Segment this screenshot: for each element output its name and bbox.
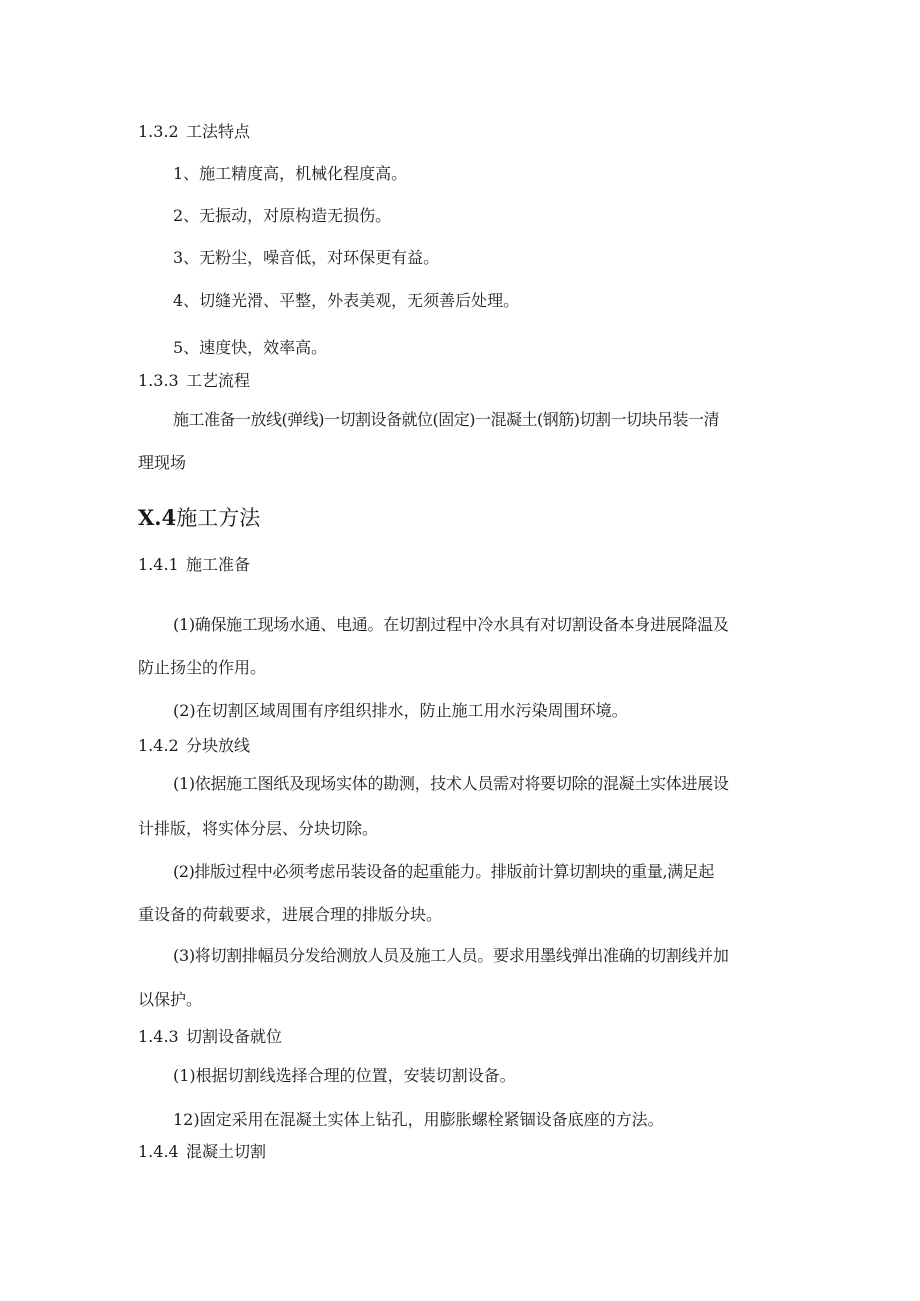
- heading-title: 施工准备: [186, 555, 251, 574]
- prep-paragraph-2: (2)在切割区域周围有序组织排水，防止施工用水污染周围环境。: [173, 701, 628, 720]
- process-flow-line-2: 理现场: [138, 453, 187, 472]
- feature-item-3: 3、无粉尘，噪音低，对环保更有益。: [173, 248, 440, 267]
- process-flow-line-1: 施工准备一放线(弹线)一切割设备就位(固定)一混凝土(钢筋)切割一切块吊装一清: [173, 410, 719, 429]
- feature-item-2: 2、无振动，对原构造无损伤。: [173, 206, 392, 225]
- feature-item-4: 4、切缝光滑、平整，外表美观，无须善后处理。: [173, 291, 520, 310]
- layout-paragraph-1-line-2: 计排版，将实体分层、分块切除。: [138, 819, 379, 838]
- feature-item-1: 1、施工精度高，机械化程度高。: [173, 164, 408, 183]
- heading-1-4-2: [138, 738, 250, 754]
- equipment-paragraph-2: 12)固定采用在混凝土实体上钻孔，用膨胀螺栓紧锢设备底座的方法。: [173, 1110, 664, 1129]
- heading-x-4: [138, 507, 260, 529]
- heading-title: 混凝土切割: [186, 1142, 267, 1161]
- prep-paragraph-1-line-1: (1)确保施工现场水通、电通。在切割过程中冷水具有对切割设备本身进展降温及: [173, 615, 729, 634]
- heading-number: 1.4.2: [138, 736, 179, 755]
- layout-paragraph-3-line-2: 以保护。: [138, 990, 203, 1009]
- heading-1-4-3: [138, 1029, 282, 1045]
- equipment-paragraph-1: (1)根据切割线选择合理的位置，安装切割设备。: [173, 1066, 516, 1085]
- layout-paragraph-1-line-1: (1)依据施工图纸及现场实体的勘测，技术人员需对将要切除的混凝土实体进展设: [173, 774, 729, 793]
- heading-title: 施工方法: [176, 506, 261, 530]
- heading-number: 1.4.4: [138, 1142, 179, 1161]
- heading-number: 1.4.1: [138, 555, 179, 574]
- layout-paragraph-2-line-1: (2)排版过程中必须考虑吊装设备的起重能力。排版前计算切割块的重量,满足起: [173, 862, 714, 881]
- layout-paragraph-2-line-2: 重设备的荷载要求，进展合理的排版分块。: [138, 905, 443, 924]
- heading-1-4-1: [138, 557, 250, 573]
- prep-paragraph-1-line-2: 防止扬尘的作用。: [138, 658, 267, 677]
- feature-item-5: 5、速度快，效率高。: [173, 338, 328, 357]
- heading-number: 1.3.3: [138, 371, 179, 390]
- heading-title: 切割设备就位: [186, 1027, 283, 1046]
- heading-number: 1.3.2: [138, 122, 179, 141]
- heading-1-3-3: [138, 373, 250, 389]
- heading-1-4-4: [138, 1144, 266, 1160]
- heading-1-3-2: [138, 124, 250, 140]
- layout-paragraph-3-line-1: (3)将切割排幅员分发给测放人员及施工人员。要求用墨线弹出准确的切割线并加: [173, 946, 729, 965]
- heading-title: 分块放线: [186, 736, 251, 755]
- heading-title: 工艺流程: [186, 371, 251, 390]
- heading-title: 工法特点: [186, 122, 251, 141]
- heading-number: 1.4.3: [138, 1027, 179, 1046]
- heading-number: X.4: [138, 505, 177, 530]
